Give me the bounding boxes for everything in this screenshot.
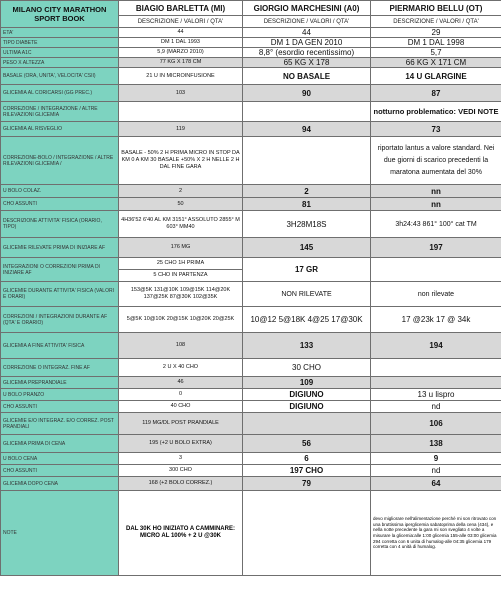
cell: 3h24:43 861° 100° cat TM [371,211,501,238]
cell: 194 [371,333,501,359]
cell: 138 [371,435,501,453]
row-label: DESCRIZIONE ATTIVITA' FISICA (ORARIO, TIPO) [1,211,119,238]
cell: 195 (+2 U BOLO EXTRA) [119,435,243,453]
cell [371,258,501,282]
cell: DAL 30K HO INIZIATO A CAMMINARE: MICRO AL 100% + 2 U @30K [119,491,243,576]
row-label: CHO ASSUNTI [1,198,119,211]
row-label: GLICEMIA A FINE ATTIVITA' FISICA [1,333,119,359]
cell: 197 CHO [243,465,371,477]
cell: 6 [243,453,371,465]
cell [243,413,371,435]
cell: 2 [119,185,243,198]
cell: 17 GR [243,258,371,282]
row-label: GLICEMIA PREPRANDIALE [1,377,119,389]
cell: 168 (+2 BOLO CORREZ.) [119,477,243,491]
cell: 44 [119,28,243,38]
cell: nd [371,401,501,413]
cell: 29 [371,28,501,38]
cell: 109 [243,377,371,389]
cell: 25 CHO 1H PRIMA [119,258,243,270]
row-label: GLICEMIA PRIMA DI CENA [1,435,119,453]
col-sub-1: DESCRIZIONE / VALORI / QTA' [119,16,243,28]
cell: 30 CHO [243,359,371,377]
row-label: GLICEMIE E/O INTEGRAZ. E/O CORREZ. POST PRANDIALI [1,413,119,435]
col-sub-2: DESCRIZIONE / VALORI / QTA' [243,16,371,28]
cell: 40 CHO [119,401,243,413]
cell [371,359,501,377]
cell: 3H28M18S [243,211,371,238]
cell: nn [371,198,501,211]
cell: 73 [371,122,501,137]
cell: 8,8° (esordio recentissimo) [243,48,371,58]
cell: 5@5K 10@10K 20@15K 10@20K 20@25K [119,307,243,333]
cell: 119 MG/DL POST PRANDIALE [119,413,243,435]
row-label: CORREZIONE O INTEGRAZ. FINE AF [1,359,119,377]
cell: 64 [371,477,501,491]
cell: 79 [243,477,371,491]
cell: 106 [371,413,501,435]
cell: 10@12 5@18K 4@25 17@30K [243,307,371,333]
cell [119,102,243,122]
cell: 119 [119,122,243,137]
row-label: GLICEMIA AL RISVEGLIO [1,122,119,137]
cell: NON RILEVATE [243,282,371,307]
cell [243,491,371,576]
cell: nn [371,185,501,198]
cell: 65 KG X 178 [243,58,371,68]
cell: 94 [243,122,371,137]
cell: 44 [243,28,371,38]
row-label: BASALE (ORA, UNITA', VELOCITA' CSII) [1,68,119,85]
row-label: CHO ASSUNTI [1,401,119,413]
cell: DM 1 DAL 1993 [119,38,243,48]
row-label: U BOLO PRANZO [1,389,119,401]
cell: 46 [119,377,243,389]
cell: 50 [119,198,243,211]
cell: 197 [371,238,501,258]
cell: 300 CHO [119,465,243,477]
cell: 5,9 (MARZO 2010) [119,48,243,58]
cell: 4H36'52 6'40 AL KM 3151° ASSOLUTO 2855° M 603° MM40 [119,211,243,238]
cell: DIGIUNO [243,401,371,413]
book-title [1,1,119,28]
row-label: U BOLO CENA [1,453,119,465]
row-label: NOTE [1,491,119,576]
cell: 176 MG [119,238,243,258]
cell: 0 [119,389,243,401]
cell: DM 1 DA GEN 2010 [243,38,371,48]
cell: 56 [243,435,371,453]
row-label: CORREZIONE / INTEGRAZIONE / ALTRE RILEVAZIONI GLICEMIA [1,102,119,122]
title-line-2: SPORT BOOK [34,14,85,23]
cell: 5 CHO IN PARTENZA [119,270,243,282]
cell [243,102,371,122]
cell: notturno problematico: VEDI NOTE [371,102,501,122]
cell: 87 [371,85,501,102]
cell: 108 [119,333,243,359]
cell: 81 [243,198,371,211]
cell: 77 KG X 178 CM [119,58,243,68]
col-sub-3: DESCRIZIONE / VALORI / QTA' [371,16,501,28]
cell: nd [371,465,501,477]
cell: 14 U GLARGINE [371,68,501,85]
cell: DM 1 DAL 1998 [371,38,501,48]
col-header-1: BIAGIO BARLETTA (MI) [119,1,243,16]
row-label: U BOLO COLAZ. [1,185,119,198]
cell [371,377,501,389]
cell: 5,7 [371,48,501,58]
col-header-2: GIORGIO MARCHESINI (A0) [243,1,371,16]
cell [243,137,371,185]
cell: 133 [243,333,371,359]
cell: 2 U X 40 CHO [119,359,243,377]
cell: non rilevate [371,282,501,307]
row-label: PESO X ALTEZZA [1,58,119,68]
cell: 13 u lispro [371,389,501,401]
cell: DIGIUNO [243,389,371,401]
cell: BASALE - 50% 2 H PRIMA MICRO IN STOP DA KM 0 A KM 30 BASALE +50% X 2 H NELLE 2 H DAL FINE GARA [119,137,243,185]
notes-cell: devo migliorare nell'alimentazione perchè mi son ritrovato con una bruttissima iperglicemia sabatoprima della cena (434), e nella notte precedente la gara mi son svegliato 4 volte a misurare la glicemia:alle 1:00 glicemia 155-alle 03:00 glicemia 294 corretta con 6 unita di humalog-alle 04:35 glicemia 179 corretta con 4 unità di humalog. [371,491,501,576]
row-label: TIPO DIABETE [1,38,119,48]
row-label: CHO ASSUNTI [1,465,119,477]
cell: 145 [243,238,371,258]
cell: 103 [119,85,243,102]
row-label: ULTIMA A1C [1,48,119,58]
row-label: CORREZIONI / INTEGRAZIONI DURANTE AF (QTA' E ORARIO) [1,307,119,333]
cell: 21 U IN MICROINFUSIONE [119,68,243,85]
cell: 90 [243,85,371,102]
row-label: CORREZIONE-BOLO / INTEGRAZIONE / ALTRE RILEVAZIONI GLICEMIA / [1,137,119,185]
row-label: ETA' [1,28,119,38]
cell: 9 [371,453,501,465]
cell: riportato lantus a valore standard. Nei due giorni di scarico precedenti la maratona aumentata del 30% [371,137,501,185]
row-label: INTEGRAZIONI O CORREZIONI PRIMA DI INIZIARE AF [1,258,119,282]
cell: 66 KG X 171 CM [371,58,501,68]
cell: NO BASALE [243,68,371,85]
row-label: GLICEMIE RILEVATE PRIMA DI INIZIARE AF [1,238,119,258]
row-label: GLICEMIE DURANTE ATTIVITA' FISICA (VALORI E ORARI) [1,282,119,307]
cell: 17 @23k 17 @ 34k [371,307,501,333]
row-label: GLICEMIA DOPO CENA [1,477,119,491]
row-label: GLICEMIA AL CORICARSI (GG PREC.) [1,85,119,102]
cell: 153@5K 131@10K 109@15K 114@20K 137@25K 87@30K 102@35K [119,282,243,307]
cell: 3 [119,453,243,465]
cell: 2 [243,185,371,198]
title-line-1: MILANO CITY MARATHON [12,5,107,14]
col-header-3: PIERMARIO BELLU (OT) [371,1,501,16]
